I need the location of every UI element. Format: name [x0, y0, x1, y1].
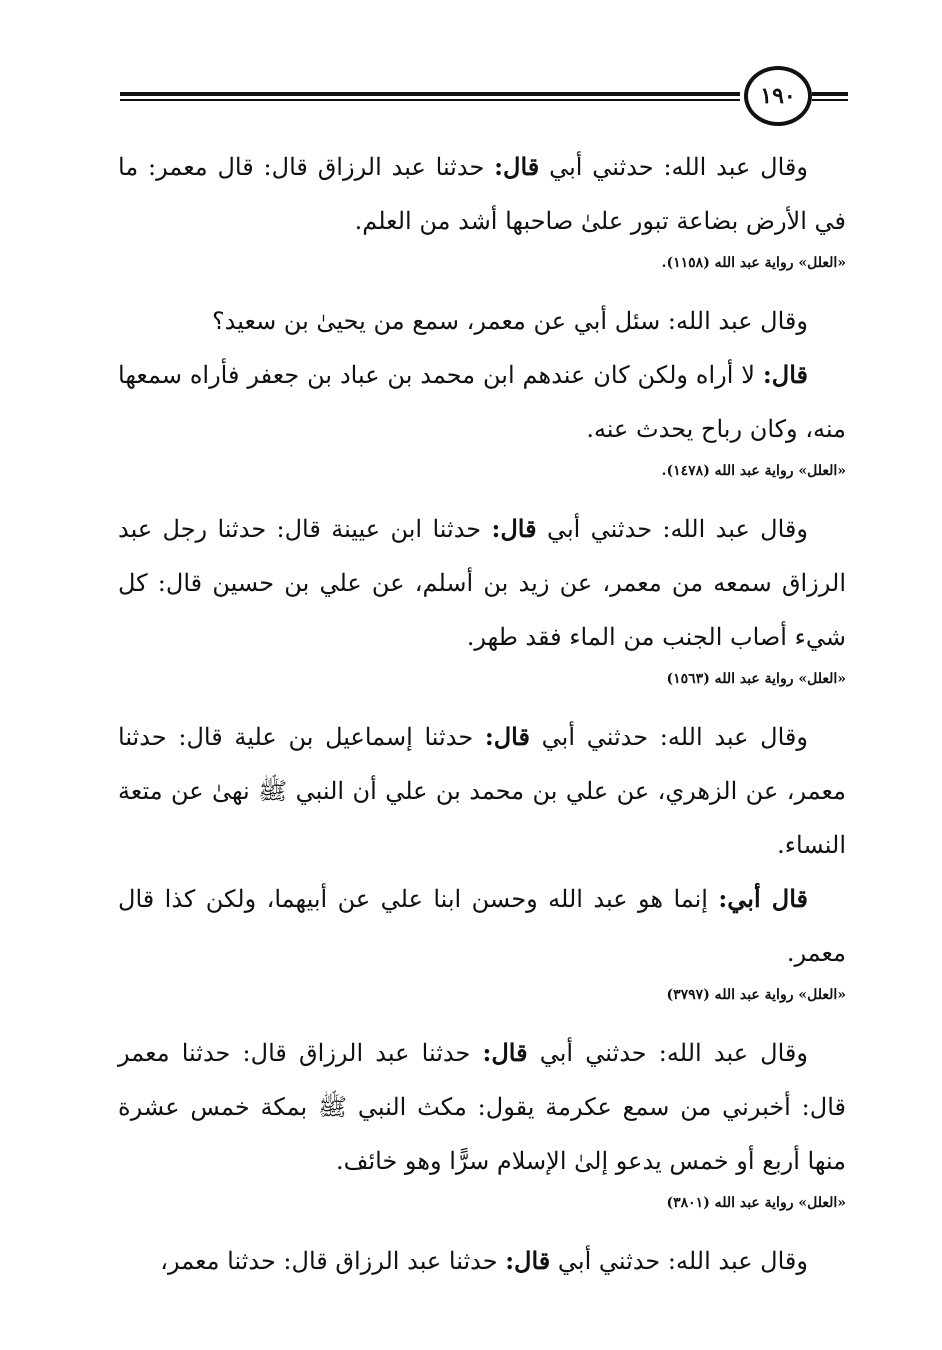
narration-entry: [118, 140, 846, 276]
header-rule-right-bottom: [812, 99, 848, 101]
paragraph-bold-word: قال:: [505, 1246, 551, 1275]
paragraph-text: إنما هو عبد الله وحسن ابنا علي عن أبيهما، ولكن كذا قال معمر.: [118, 885, 846, 967]
source-citation: «العلل» رواية عبد الله (١١٥٨).: [661, 255, 846, 271]
paragraph-text: لا أراه ولكن كان عندهم ابن محمد بن عباد بن جعفر فأراه سمعها منه، وكان رباح يحدث عنه.: [118, 361, 846, 443]
narration-entry: [118, 1234, 846, 1288]
paragraph-bold-word: قال:: [482, 1038, 528, 1067]
narration-paragraph: [118, 1026, 846, 1188]
paragraph-text: وقال عبد الله: حدثني أبي: [539, 153, 808, 181]
paragraph-text: حدثنا عبد الرزاق قال: حدثنا معمر،: [160, 1247, 506, 1275]
page-number: ١٩٠: [744, 66, 812, 126]
paragraph-bold-word: قال:: [484, 722, 530, 751]
narration-paragraph: [118, 1234, 846, 1288]
paragraph-lead: قال:: [762, 360, 808, 389]
source-citation: «العلل» رواية عبد الله (١٤٧٨).: [661, 463, 846, 479]
header-rule-top: [120, 92, 740, 96]
narration-paragraph: [118, 502, 846, 664]
narration-paragraph: [118, 294, 846, 348]
source-citation: «العلل» رواية عبد الله (١٥٦٣): [666, 671, 846, 687]
paragraph-text: حدثنا ابن عيينة قال: حدثنا رجل عبد الرزاق سمعه من معمر، عن زيد بن أسلم، عن علي بن حسين قال: كل شيء أصاب الجنب من الماء فقد طهر.: [118, 515, 846, 651]
narration-paragraph: [118, 140, 846, 248]
paragraph-bold-word: قال:: [491, 514, 537, 543]
header-rule-bottom: [120, 99, 740, 101]
header-rule-right-top: [812, 92, 848, 96]
paragraph-text: وقال عبد الله: حدثني أبي: [529, 723, 808, 751]
paragraph-text: وقال عبد الله: حدثني أبي: [527, 1039, 808, 1067]
source-citation: «العلل» رواية عبد الله (٣٨٠١): [666, 1195, 846, 1211]
narration-entry: [118, 294, 846, 484]
paragraph-text: حدثنا إسماعيل بن علية قال: حدثنا معمر، عن الزهري، عن علي بن محمد بن علي أن النبي ﷺ نهىٰ عن متعة النساء.: [118, 723, 846, 859]
source-citation: «العلل» رواية عبد الله (٣٧٩٧): [666, 987, 846, 1003]
paragraph-bold-word: قال:: [494, 152, 540, 181]
narration-entry: [118, 1026, 846, 1216]
paragraph-text: وقال عبد الله: حدثني أبي: [550, 1247, 808, 1275]
narration-paragraph: [118, 348, 846, 456]
narration-paragraph: [118, 710, 846, 872]
page-content: [118, 140, 846, 1288]
narration-paragraph: [118, 872, 846, 980]
paragraph-text: حدثنا عبد الرزاق قال: حدثنا معمر قال: أخبرني من سمع عكرمة يقول: مكث النبي ﷺ بمكة خمس عشرة منها أربع أو خمس يدعو إلىٰ الإسلام سرًّا وهو خائف.: [118, 1039, 846, 1175]
paragraph-text: حدثنا عبد الرزاق قال: قال معمر: ما في الأرض بضاعة تبور علىٰ صاحبها أشد من العلم.: [118, 153, 846, 235]
narration-entry: [118, 710, 846, 1008]
paragraph-text: وقال عبد الله: سئل أبي عن معمر، سمع من يحيىٰ بن سعيد؟: [211, 307, 808, 335]
narration-entry: [118, 502, 846, 692]
paragraph-lead: قال أبي:: [718, 884, 808, 913]
paragraph-text: وقال عبد الله: حدثني أبي: [536, 515, 808, 543]
